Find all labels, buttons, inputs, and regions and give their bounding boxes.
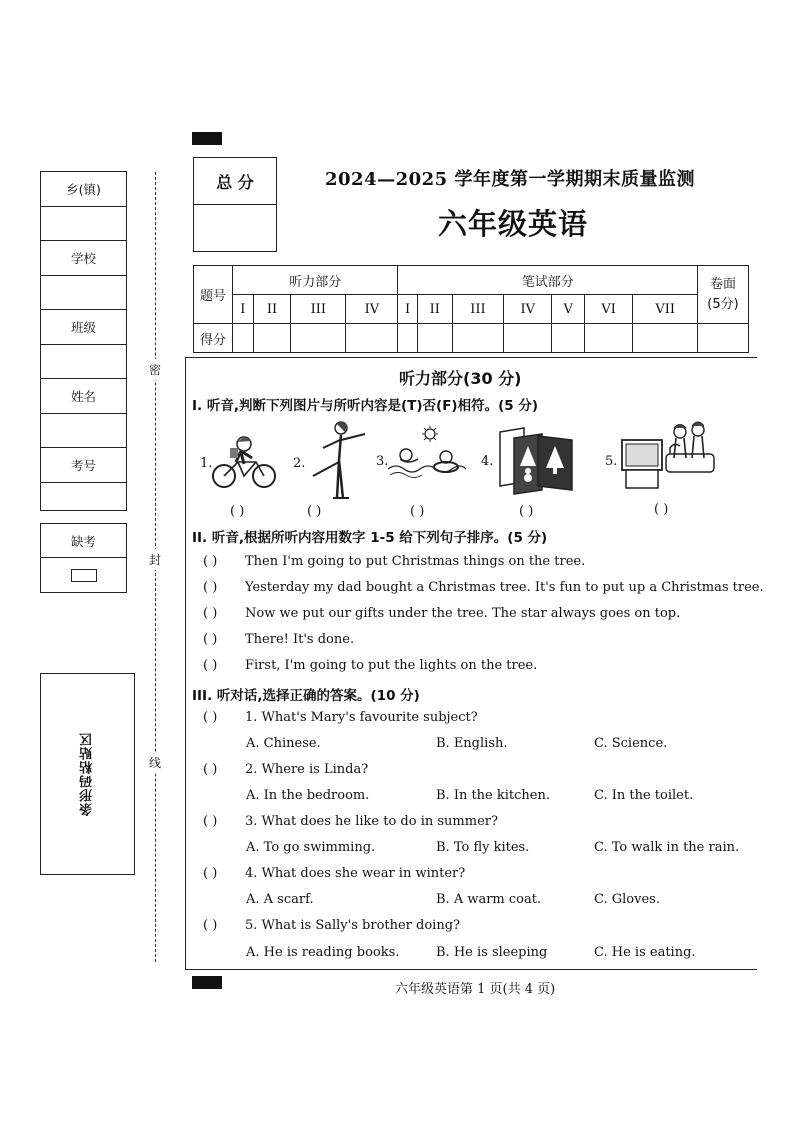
pic-number-5: 5. bbox=[605, 454, 618, 469]
listening-heading: 听力部分(30 分) bbox=[399, 369, 522, 388]
part1-answer-4[interactable]: ( ) bbox=[519, 504, 534, 519]
part3-question-4: 4. What does she wear in winter? bbox=[245, 866, 466, 881]
page-footer: 六年级英语第 1 页(共 4 页) bbox=[395, 982, 556, 997]
col-listening-2: II bbox=[253, 295, 291, 324]
total-score-label: 总 分 bbox=[194, 158, 276, 205]
score-table bbox=[193, 265, 749, 353]
part3-q2-option-c: C. In the toilet. bbox=[594, 788, 694, 803]
part2-answer-2[interactable]: ( ) bbox=[203, 580, 218, 595]
col-writing-4: IV bbox=[504, 295, 552, 324]
info-input-township[interactable] bbox=[41, 207, 126, 242]
boy-riding-bike-picture bbox=[210, 432, 278, 490]
part1-title: I. 听音,判断下列图片与所听内容是(T)否(F)相符。(5 分) bbox=[192, 398, 539, 414]
col-writing-6: VI bbox=[584, 295, 632, 324]
info-input-name[interactable] bbox=[41, 414, 126, 449]
part2-sentence-5: First, I'm going to put the lights on the tree. bbox=[245, 658, 538, 673]
item-number-header: 题号 bbox=[194, 266, 233, 324]
part1-answer-3[interactable]: ( ) bbox=[410, 504, 425, 519]
part1-answer-5[interactable]: ( ) bbox=[654, 502, 669, 517]
col-listening-4: IV bbox=[346, 295, 398, 324]
info-input-exam-number[interactable] bbox=[41, 483, 126, 517]
part3-question-5: 5. What is Sally's brother doing? bbox=[245, 918, 461, 933]
score-cell[interactable] bbox=[291, 324, 346, 353]
score-cell[interactable] bbox=[253, 324, 291, 353]
col-writing-3: III bbox=[452, 295, 503, 324]
part3-q3-option-b: B. To fly kites. bbox=[436, 840, 530, 855]
score-cell[interactable] bbox=[452, 324, 503, 353]
total-score-input[interactable] bbox=[194, 205, 276, 251]
christmas-cards-picture bbox=[494, 424, 576, 496]
part2-title: II. 听音,根据所听内容用数字 1-5 给下列句子排序。(5 分) bbox=[192, 530, 548, 546]
part3-answer-4[interactable]: ( ) bbox=[203, 866, 218, 881]
exam-title: 2024—2025 学年度第一学期期末质量监测 bbox=[325, 169, 695, 190]
listening-header: 听力部分 bbox=[233, 266, 398, 295]
part3-q5-option-a: A. He is reading books. bbox=[246, 945, 400, 960]
part2-sentence-3: Now we put our gifts under the tree. The star always goes on top. bbox=[245, 606, 681, 621]
part2-answer-3[interactable]: ( ) bbox=[203, 606, 218, 621]
info-input-class[interactable] bbox=[41, 345, 126, 380]
part3-title: III. 听对话,选择正确的答案。(10 分) bbox=[192, 688, 420, 704]
absent-checkbox[interactable] bbox=[71, 569, 97, 582]
pic-number-4: 4. bbox=[481, 454, 494, 469]
part3-q2-option-a: A. In the bedroom. bbox=[246, 788, 370, 803]
part3-q4-option-b: B. A warm coat. bbox=[436, 892, 542, 907]
barcode-area bbox=[40, 673, 135, 875]
student-info-panel bbox=[40, 171, 127, 511]
col-writing-1: I bbox=[398, 295, 417, 324]
part3-q5-option-c: C. He is eating. bbox=[594, 945, 696, 960]
score-cell[interactable] bbox=[346, 324, 398, 353]
col-listening-1: I bbox=[233, 295, 254, 324]
neatness-header: 卷面 (5分) bbox=[698, 266, 749, 324]
part2-answer-1[interactable]: ( ) bbox=[203, 554, 218, 569]
part3-q3-option-c: C. To walk in the rain. bbox=[594, 840, 740, 855]
part2-sentence-2: Yesterday my dad bought a Christmas tree. It's fun to put up a Christmas tree. bbox=[245, 580, 764, 595]
pic-number-3: 3. bbox=[376, 454, 389, 469]
col-writing-5: V bbox=[552, 295, 584, 324]
children-swimming-picture bbox=[386, 425, 466, 480]
pic-number-1: 1. bbox=[200, 456, 213, 471]
score-cell[interactable] bbox=[552, 324, 584, 353]
info-label-school: 学校 bbox=[41, 241, 126, 276]
family-watching-tv-picture bbox=[618, 418, 718, 490]
score-cell[interactable] bbox=[698, 324, 749, 353]
col-writing-7: VII bbox=[633, 295, 698, 324]
part3-answer-5[interactable]: ( ) bbox=[203, 918, 218, 933]
part3-q4-option-c: C. Gloves. bbox=[594, 892, 660, 907]
part3-question-3: 3. What does he like to do in summer? bbox=[245, 814, 498, 829]
info-label-class: 班级 bbox=[41, 310, 126, 345]
info-label-township: 乡(镇) bbox=[41, 172, 126, 207]
subject-title: 六年级英语 bbox=[438, 207, 589, 241]
part3-q2-option-b: B. In the kitchen. bbox=[436, 788, 550, 803]
col-writing-2: II bbox=[417, 295, 452, 324]
part3-q1-option-a: A. Chinese. bbox=[246, 736, 321, 751]
writing-header: 笔试部分 bbox=[398, 266, 698, 295]
part3-question-2: 2. Where is Linda? bbox=[245, 762, 369, 777]
registration-mark-bottom bbox=[192, 976, 222, 989]
score-cell[interactable] bbox=[417, 324, 452, 353]
part3-q4-option-a: A. A scarf. bbox=[246, 892, 314, 907]
registration-mark-top bbox=[192, 132, 222, 145]
info-label-name: 姓名 bbox=[41, 379, 126, 414]
info-input-school[interactable] bbox=[41, 276, 126, 311]
content-frame-left bbox=[185, 357, 186, 969]
part3-q5-option-b: B. He is sleeping bbox=[436, 945, 548, 960]
part2-sentence-1: Then I'm going to put Christmas things on the tree. bbox=[245, 554, 586, 569]
part3-q1-option-b: B. English. bbox=[436, 736, 508, 751]
seal-char-xian: 线 bbox=[149, 752, 161, 773]
total-score-box bbox=[193, 157, 277, 252]
info-label-exam-number: 考号 bbox=[41, 448, 126, 483]
seal-char-mi: 密 bbox=[149, 359, 161, 380]
part3-answer-3[interactable]: ( ) bbox=[203, 814, 218, 829]
absent-box bbox=[40, 523, 127, 593]
part3-q3-option-a: A. To go swimming. bbox=[246, 840, 376, 855]
score-cell[interactable] bbox=[233, 324, 254, 353]
score-cell[interactable] bbox=[398, 324, 417, 353]
part2-answer-4[interactable]: ( ) bbox=[203, 632, 218, 647]
score-cell[interactable] bbox=[633, 324, 698, 353]
part3-answer-1[interactable]: ( ) bbox=[203, 710, 218, 725]
absent-label: 缺考 bbox=[41, 524, 126, 558]
score-cell[interactable] bbox=[584, 324, 632, 353]
part3-answer-2[interactable]: ( ) bbox=[203, 762, 218, 777]
seal-char-feng: 封 bbox=[149, 549, 161, 570]
girl-skating-picture bbox=[303, 420, 373, 502]
part2-sentence-4: There! It's done. bbox=[245, 632, 355, 647]
part2-answer-5[interactable]: ( ) bbox=[203, 658, 218, 673]
score-row-label: 得分 bbox=[194, 324, 233, 353]
part1-answer-1[interactable]: ( ) bbox=[230, 504, 245, 519]
content-frame-top bbox=[185, 357, 757, 358]
content-frame-bottom bbox=[185, 969, 757, 970]
part1-answer-2[interactable]: ( ) bbox=[307, 504, 322, 519]
part3-question-1: 1. What's Mary's favourite subject? bbox=[245, 710, 478, 725]
pic-number-2: 2. bbox=[293, 456, 306, 471]
part3-q1-option-c: C. Science. bbox=[594, 736, 668, 751]
col-listening-3: III bbox=[291, 295, 346, 324]
barcode-label: 条形码粘贴区 bbox=[80, 732, 95, 816]
score-cell[interactable] bbox=[504, 324, 552, 353]
